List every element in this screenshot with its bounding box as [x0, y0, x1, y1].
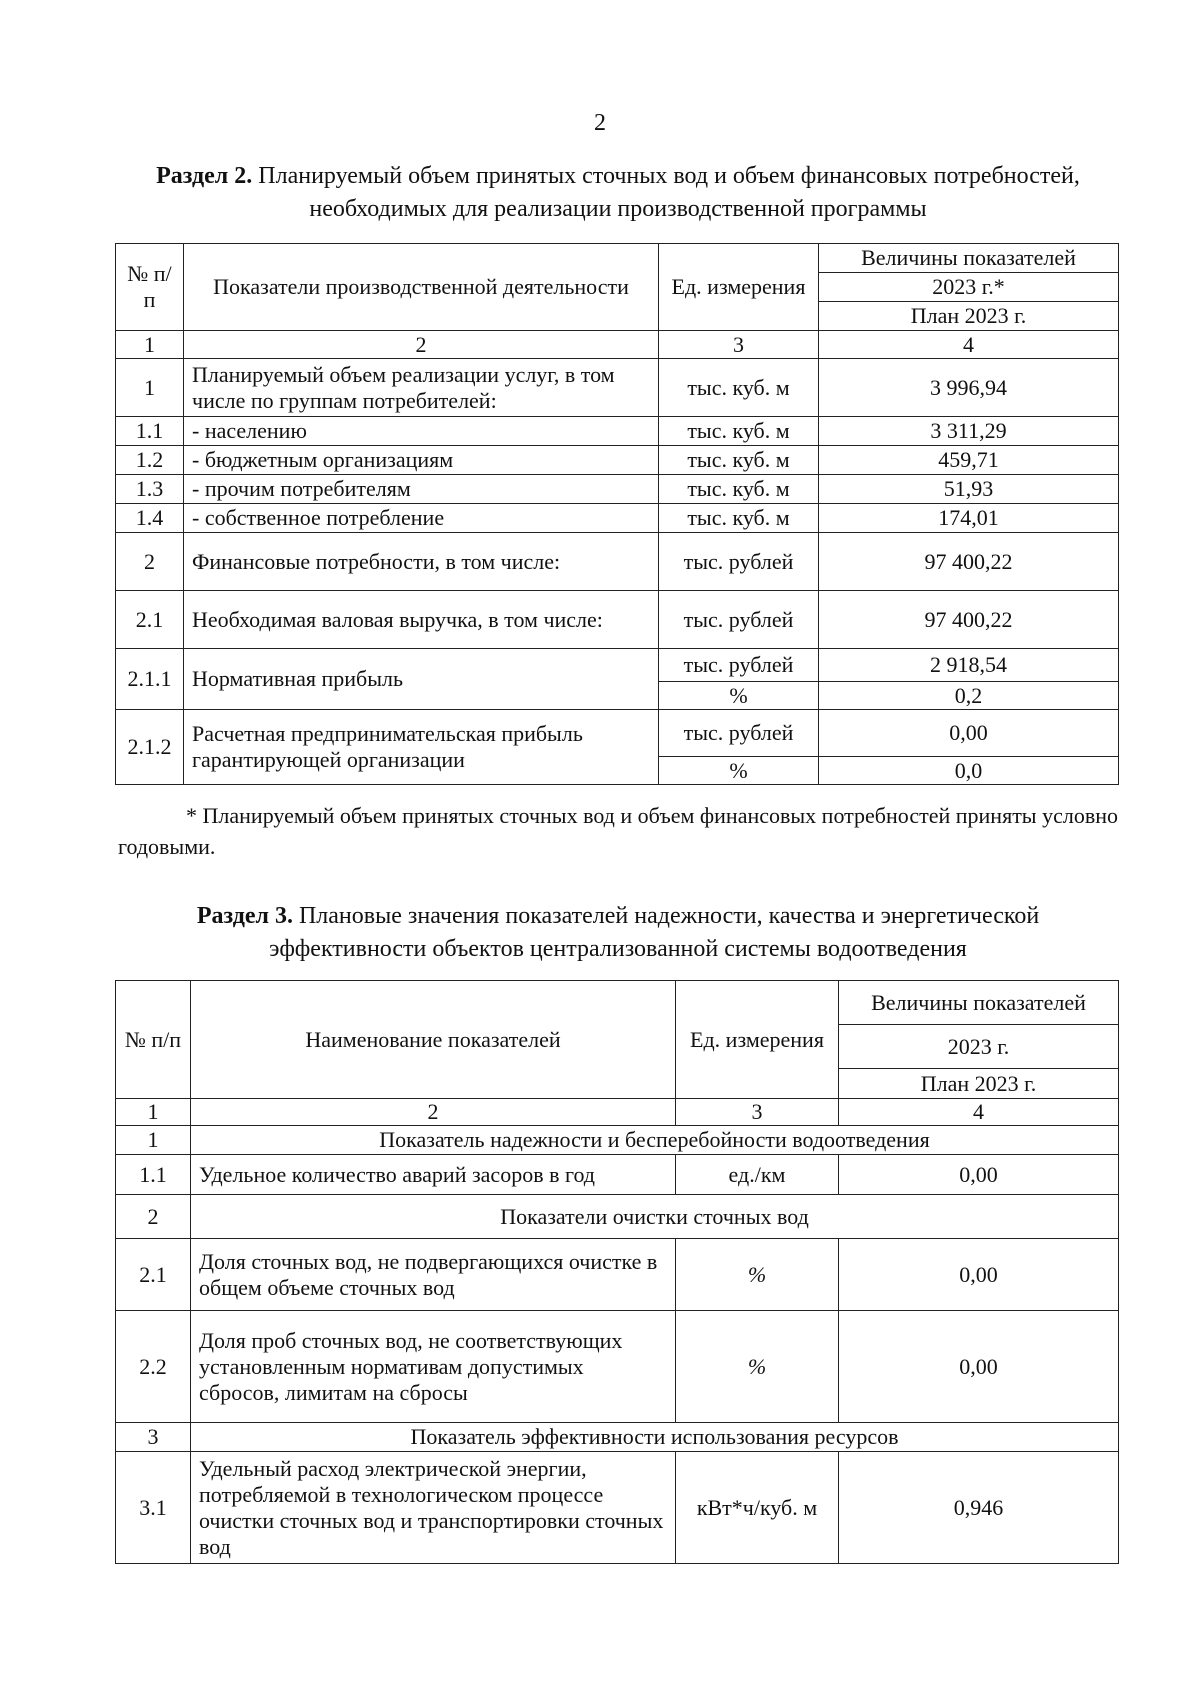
- table-row: [116, 649, 1119, 682]
- indicators-table: [115, 980, 1119, 1564]
- row-num: 2: [116, 533, 184, 591]
- row-value: 0,00: [839, 1311, 1119, 1423]
- group-title: Показатель надежности и бесперебойности водоотведения: [191, 1126, 1119, 1155]
- row-name: - прочим потребителям: [184, 475, 659, 504]
- table-row: [116, 533, 1119, 591]
- row-num: 2.2: [116, 1311, 191, 1423]
- col-number: 2: [191, 1099, 676, 1126]
- row-value: 174,01: [819, 504, 1119, 533]
- row-num: 1.3: [116, 475, 184, 504]
- row-value: 0,0: [819, 757, 1119, 785]
- row-name: - бюджетным организациям: [184, 446, 659, 475]
- col-number: 2: [184, 331, 659, 359]
- row-name: Планируемый объем реализации услуг, в том числе по группам потребителей:: [184, 359, 659, 417]
- row-unit: тыс. куб. м: [659, 446, 819, 475]
- row-num: 2.1: [116, 591, 184, 649]
- row-unit: кВт*ч/куб. м: [676, 1452, 839, 1564]
- row-value: 97 400,22: [819, 533, 1119, 591]
- table-row: [116, 446, 1119, 475]
- group-title: Показатели очистки сточных вод: [191, 1195, 1119, 1239]
- table-row: [116, 359, 1119, 417]
- row-name: Удельное количество аварий засоров в год: [191, 1155, 676, 1195]
- row-name: Расчетная предпринимательская прибыль гарантирующей организации: [184, 710, 659, 785]
- section-2-title: Планируемый объем принятых сточных вод и объем финансовых потребностей, необходимых для реализации производственной программы: [252, 163, 1080, 222]
- row-unit: тыс. рублей: [659, 591, 819, 649]
- col-number: 1: [116, 1099, 191, 1126]
- col-header-num: № п/п: [116, 244, 184, 331]
- col-number: 1: [116, 331, 184, 359]
- section-3-title: Плановые значения показателей надежности, качества и энергетической эффективности объектов централизованной системы водоотведения: [269, 903, 1040, 962]
- footnote: * Планируемый объем принятых сточных вод и объем финансовых потребностей приняты условно годовыми.: [118, 803, 1118, 859]
- table-row: [116, 591, 1119, 649]
- group-row: [116, 1195, 1119, 1239]
- row-value: 3 996,94: [819, 359, 1119, 417]
- row-name: Финансовые потребности, в том числе:: [184, 533, 659, 591]
- row-num: 1: [116, 359, 184, 417]
- col-number: 3: [676, 1099, 839, 1126]
- row-unit: %: [659, 682, 819, 710]
- row-value: 0,2: [819, 682, 1119, 710]
- row-num: 2.1: [116, 1239, 191, 1311]
- row-value: 97 400,22: [819, 591, 1119, 649]
- row-num: 1.4: [116, 504, 184, 533]
- row-unit: %: [676, 1239, 839, 1311]
- row-value: 0,00: [839, 1239, 1119, 1311]
- row-name: Необходимая валовая выручка, в том числе:: [184, 591, 659, 649]
- table-row: [116, 1239, 1119, 1311]
- table-row: [116, 475, 1119, 504]
- row-name: Доля проб сточных вод, не соответствующих установленным нормативам допустимых сбросов, лимитам на сбросы: [191, 1311, 676, 1423]
- row-name: Удельный расход электрической энергии, потребляемой в технологическом процессе очистки сточных вод и транспортировки сточных вод: [191, 1452, 676, 1564]
- col-number: 4: [839, 1099, 1119, 1126]
- row-name: Нормативная прибыль: [184, 649, 659, 710]
- group-num: 2: [116, 1195, 191, 1239]
- row-value: 51,93: [819, 475, 1119, 504]
- col-header-values: Величины показателей: [839, 981, 1119, 1025]
- row-value: 0,946: [839, 1452, 1119, 1564]
- col-number: 3: [659, 331, 819, 359]
- col-header-plan: План 2023 г.: [839, 1069, 1119, 1099]
- table-row: [116, 1452, 1119, 1564]
- row-unit: тыс. куб. м: [659, 417, 819, 446]
- col-header-unit: Ед. измерения: [659, 244, 819, 331]
- table-row: [116, 1311, 1119, 1423]
- col-header-year: 2023 г.*: [819, 273, 1119, 302]
- page-number: 2: [594, 110, 606, 136]
- col-header-indicator: Показатели производственной деятельности: [184, 244, 659, 331]
- row-name: - собственное потребление: [184, 504, 659, 533]
- section-2-heading: [118, 160, 1118, 226]
- col-header-plan: План 2023 г.: [819, 302, 1119, 331]
- row-value: 459,71: [819, 446, 1119, 475]
- row-num: 2.1.1: [116, 649, 184, 710]
- row-unit: %: [659, 757, 819, 785]
- row-unit: тыс. рублей: [659, 710, 819, 757]
- section-3-heading: [118, 900, 1118, 966]
- row-value: 0,00: [839, 1155, 1119, 1195]
- table-row: [116, 1155, 1119, 1195]
- col-header-name: Наименование показателей: [191, 981, 676, 1099]
- row-value: 2 918,54: [819, 649, 1119, 682]
- section-3-label: Раздел 3.: [196, 903, 293, 929]
- row-unit: тыс. куб. м: [659, 475, 819, 504]
- production-table: [115, 243, 1119, 785]
- col-header-num: № п/п: [116, 981, 191, 1099]
- group-num: 3: [116, 1423, 191, 1452]
- row-num: 1.1: [116, 1155, 191, 1195]
- col-header-unit: Ед. измерения: [676, 981, 839, 1099]
- group-row: [116, 1126, 1119, 1155]
- group-title: Показатель эффективности использования ресурсов: [191, 1423, 1119, 1452]
- col-number: 4: [819, 331, 1119, 359]
- col-header-year: 2023 г.: [839, 1025, 1119, 1069]
- row-unit: %: [676, 1311, 839, 1423]
- row-num: 3.1: [116, 1452, 191, 1564]
- row-unit: тыс. рублей: [659, 649, 819, 682]
- col-header-values: Величины показателей: [819, 244, 1119, 273]
- row-value: 3 311,29: [819, 417, 1119, 446]
- table-row: [116, 504, 1119, 533]
- group-row: [116, 1423, 1119, 1452]
- group-num: 1: [116, 1126, 191, 1155]
- row-num: 1.1: [116, 417, 184, 446]
- row-name: Доля сточных вод, не подвергающихся очистке в общем объеме сточных вод: [191, 1239, 676, 1311]
- row-unit: ед./км: [676, 1155, 839, 1195]
- section-2-label: Раздел 2.: [156, 163, 253, 189]
- row-unit: тыс. куб. м: [659, 504, 819, 533]
- table-row: [116, 710, 1119, 757]
- row-unit: тыс. рублей: [659, 533, 819, 591]
- row-name: - населению: [184, 417, 659, 446]
- row-unit: тыс. куб. м: [659, 359, 819, 417]
- table-row: [116, 417, 1119, 446]
- row-value: 0,00: [819, 710, 1119, 757]
- row-num: 1.2: [116, 446, 184, 475]
- row-num: 2.1.2: [116, 710, 184, 785]
